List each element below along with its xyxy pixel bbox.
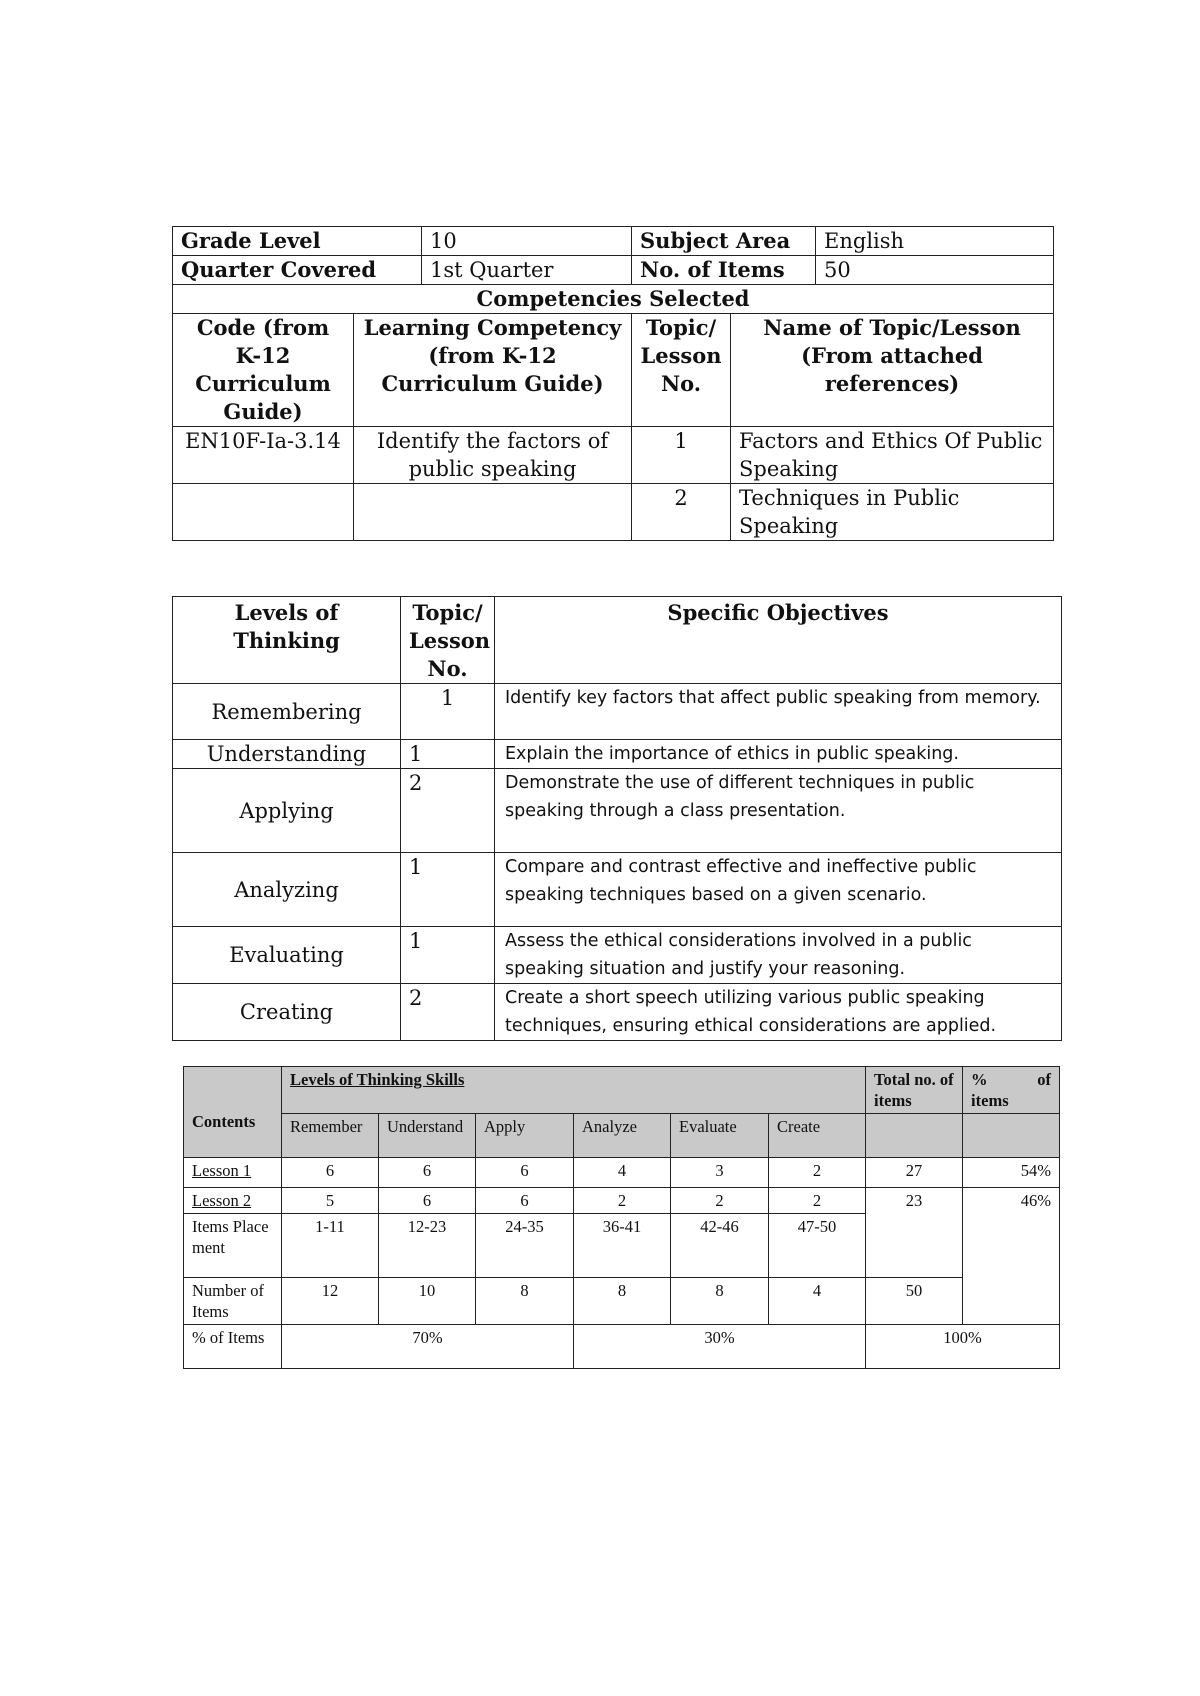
percent-lots: 70%	[282, 1325, 574, 1369]
cell: 5	[282, 1188, 379, 1214]
cell: 6	[379, 1188, 476, 1214]
competencies-table	[172, 226, 1054, 541]
percent-label: % of Items	[184, 1325, 282, 1369]
row2-topic-no: 2	[632, 484, 731, 541]
level-remembering: Remembering	[173, 684, 401, 740]
row2-competency	[354, 484, 632, 541]
level-understanding: Understanding	[173, 740, 401, 769]
cell: 6	[476, 1188, 574, 1214]
topic-no: 1	[401, 927, 495, 984]
col-competency-header: Learning Competency (from K-12 Curriculum Guide)	[354, 314, 632, 427]
cell: 2	[671, 1188, 769, 1214]
tos-table	[183, 1066, 1060, 1369]
row1-topic-name: Factors and Ethics Of Public Speaking	[731, 427, 1054, 484]
cell: 6	[282, 1158, 379, 1188]
number-total: 50	[866, 1278, 963, 1325]
topic-no: 2	[401, 769, 495, 853]
grade-level-label: Grade Level	[173, 227, 422, 256]
cell: 36-41	[574, 1214, 671, 1278]
cell: 3	[671, 1158, 769, 1188]
number-label: Number of Items	[184, 1278, 282, 1325]
cell: 6	[379, 1158, 476, 1188]
contents-header: Contents	[184, 1067, 282, 1158]
topic-no: 2	[401, 984, 495, 1041]
cell: 10	[379, 1278, 476, 1325]
grade-level-value: 10	[422, 227, 632, 256]
cell: 2	[769, 1188, 866, 1214]
col-code-header: Code (from K-12 Curriculum Guide)	[173, 314, 354, 427]
skill-evaluate: Evaluate	[671, 1114, 769, 1158]
objectives-table	[172, 596, 1062, 1041]
skill-remember: Remember	[282, 1114, 379, 1158]
cell: 42-46	[671, 1214, 769, 1278]
objective-text: Demonstrate the use of different techniques in public speaking through a class presentation.	[495, 769, 1062, 853]
cell: 6	[476, 1158, 574, 1188]
competencies-title: Competencies Selected	[173, 285, 1054, 314]
cell: 8	[476, 1278, 574, 1325]
col-topic-no-header: Topic/ Lesson No.	[632, 314, 731, 427]
cell: 8	[671, 1278, 769, 1325]
level-applying: Applying	[173, 769, 401, 853]
items-value: 50	[816, 256, 1054, 285]
row2-topic-name: Techniques in Public Speaking	[731, 484, 1054, 541]
skill-analyze: Analyze	[574, 1114, 671, 1158]
cell: 47-50	[769, 1214, 866, 1278]
objective-text: Assess the ethical considerations involved in a public speaking situation and justify your reasoning.	[495, 927, 1062, 984]
level-analyzing: Analyzing	[173, 853, 401, 927]
placement-label: Items Placement	[184, 1214, 282, 1278]
objective-text: Explain the importance of ethics in public speaking.	[495, 740, 1062, 769]
skill-understand: Understand	[379, 1114, 476, 1158]
topic-no: 1	[401, 740, 495, 769]
col-topic-header: Topic/ Lesson No.	[401, 597, 495, 684]
quarter-value: 1st Quarter	[422, 256, 632, 285]
col-topic-name-header: Name of Topic/Lesson (From attached references)	[731, 314, 1054, 427]
col-level-header: Levels of Thinking	[173, 597, 401, 684]
objective-text: Create a short speech utilizing various public speaking techniques, ensuring ethical considerations are applied.	[495, 984, 1062, 1041]
cell: 2	[574, 1188, 671, 1214]
cell: 1-11	[282, 1214, 379, 1278]
subject-area-value: English	[816, 227, 1054, 256]
cell: 4	[769, 1278, 866, 1325]
cell: 2	[769, 1158, 866, 1188]
topic-no: 1	[401, 853, 495, 927]
level-creating: Creating	[173, 984, 401, 1041]
skill-apply: Apply	[476, 1114, 574, 1158]
row1-topic-no: 1	[632, 427, 731, 484]
quarter-label: Quarter Covered	[173, 256, 422, 285]
lesson2-label: Lesson 2	[184, 1188, 282, 1214]
lesson1-pct: 54%	[963, 1158, 1060, 1188]
lesson2-pct: 46%	[963, 1188, 1060, 1325]
lesson1-total: 27	[866, 1158, 963, 1188]
percent-total: 100%	[866, 1325, 1060, 1369]
topic-no: 1	[401, 684, 495, 740]
level-evaluating: Evaluating	[173, 927, 401, 984]
col-objective-header: Specific Objectives	[495, 597, 1062, 684]
percent-hots: 30%	[574, 1325, 866, 1369]
row1-competency: Identify the factors of public speaking	[354, 427, 632, 484]
cell: 4	[574, 1158, 671, 1188]
levels-header: Levels of Thinking Skills	[282, 1067, 866, 1114]
lesson2-total: 23	[866, 1188, 963, 1278]
cell: 12	[282, 1278, 379, 1325]
cell: 12-23	[379, 1214, 476, 1278]
skill-create: Create	[769, 1114, 866, 1158]
objective-text: Compare and contrast effective and ineffective public speaking techniques based on a given scenario.	[495, 853, 1062, 927]
row1-code: EN10F-Ia-3.14	[173, 427, 354, 484]
total-header: Total no. of items	[866, 1067, 963, 1114]
items-label: No. of Items	[632, 256, 816, 285]
cell: 8	[574, 1278, 671, 1325]
subject-area-label: Subject Area	[632, 227, 816, 256]
row2-code	[173, 484, 354, 541]
objective-text: Identify key factors that affect public speaking from memory.	[495, 684, 1062, 740]
lesson1-label: Lesson 1	[184, 1158, 282, 1188]
cell: 24-35	[476, 1214, 574, 1278]
pct-header: % of items	[963, 1067, 1060, 1114]
